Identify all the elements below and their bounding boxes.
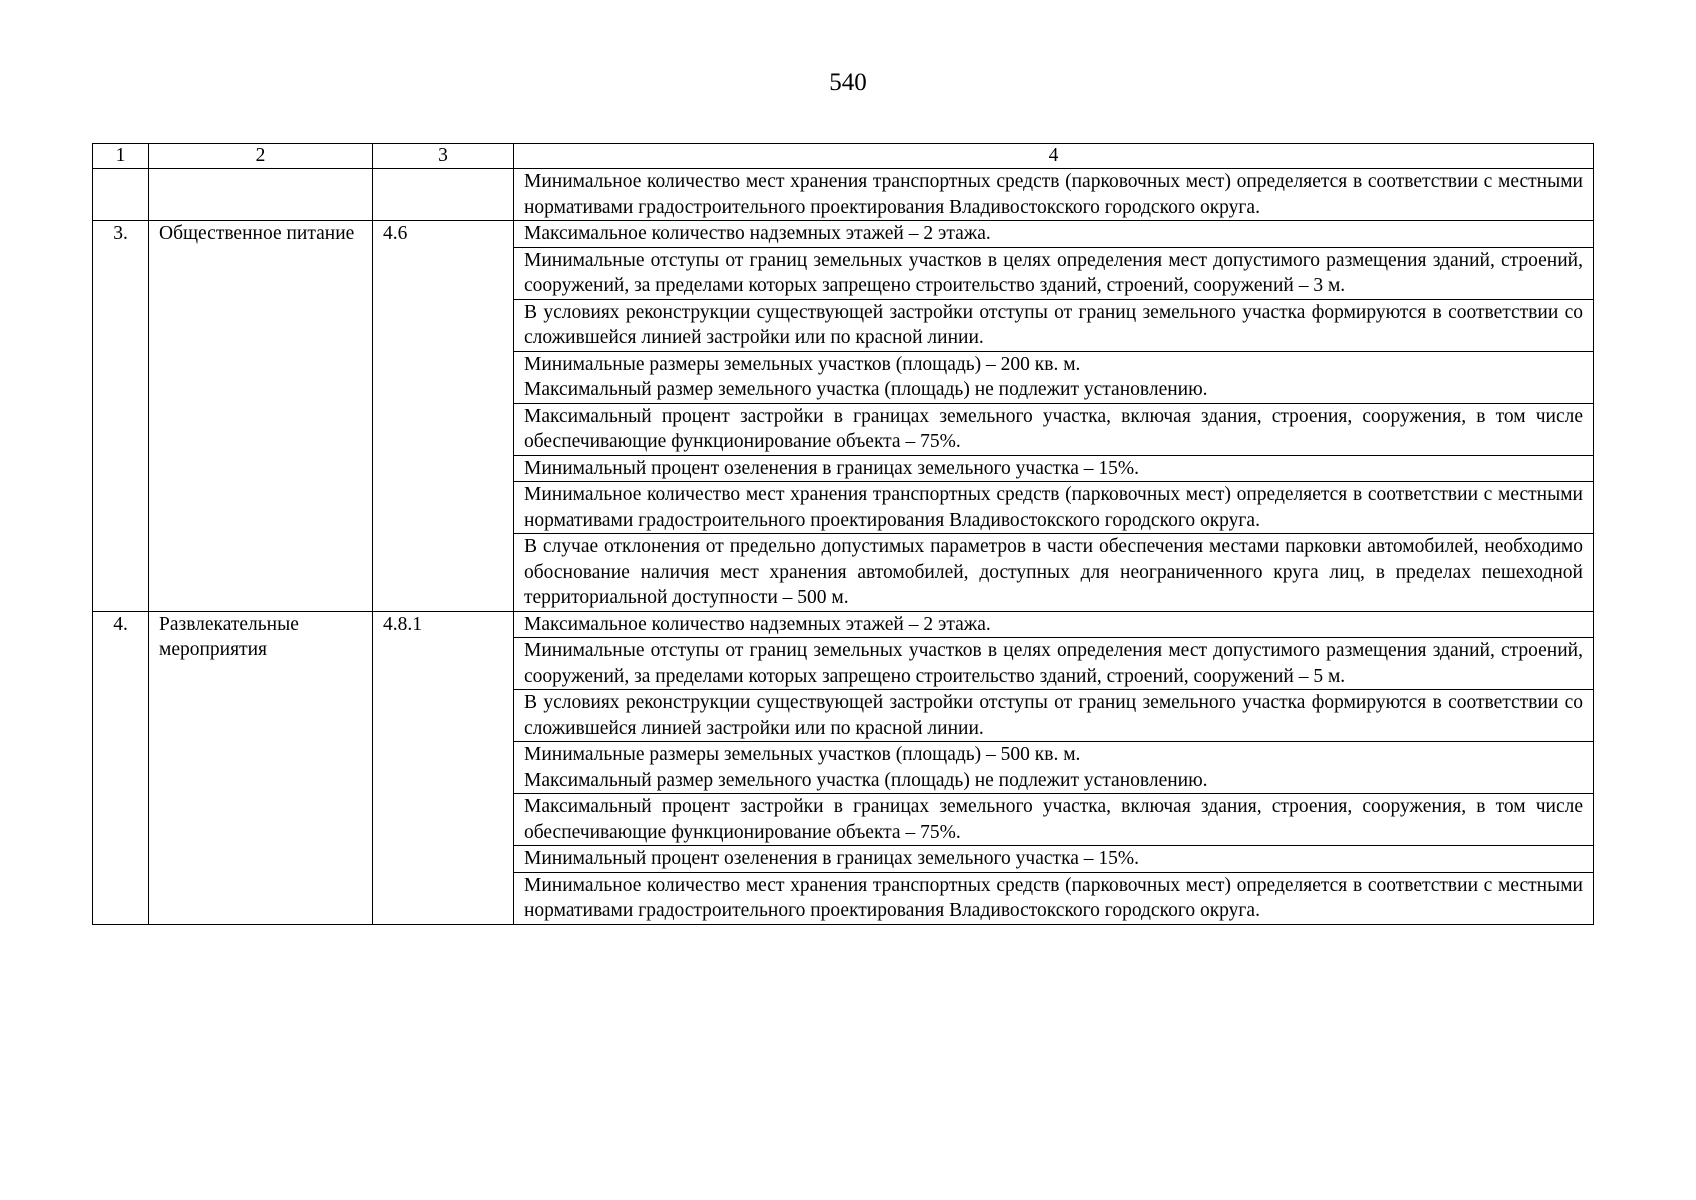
- parameter-cell: Максимальный процент застройки в границах земельного участка, включая здания, строения, сооружения, в том числе обеспечивающие функционирование объекта – 75%.: [514, 403, 1594, 455]
- use-name-cell: Развлекательные мероприятия: [149, 611, 373, 924]
- number-cell: [93, 169, 149, 221]
- parameter-cell: Минимальный процент озеленения в границах земельного участка – 15%.: [514, 846, 1594, 873]
- regulations-table: [92, 143, 1594, 925]
- parameter-cell: Минимальные размеры земельных участков (площадь) – 500 кв. м. Максимальный размер земельного участка (площадь) не подлежит установлению.: [514, 742, 1594, 794]
- parameter-cell: Минимальное количество мест хранения транспортных средств (парковочных мест) определяется в соответствии с местными нормативами градостроительного проектирования Владивостокского городского округа.: [514, 169, 1594, 221]
- parameter-cell: Максимальное количество надземных этажей – 2 этажа.: [514, 611, 1594, 638]
- use-code-cell: 4.8.1: [373, 611, 514, 924]
- parameter-cell: Максимальное количество надземных этажей – 2 этажа.: [514, 221, 1594, 248]
- header-cell-2: 2: [149, 144, 373, 169]
- table-row: [93, 611, 1594, 638]
- parameter-cell: Минимальное количество мест хранения транспортных средств (парковочных мест) определяется в соответствии с местными нормативами градостроительного проектирования Владивостокского городского округа.: [514, 872, 1594, 924]
- table-row: [93, 221, 1594, 248]
- parameter-cell: Минимальные отступы от границ земельных участков в целях определения мест допустимого размещения зданий, строений, сооружений, за пределами которых запрещено строительство зданий, строений, сооружений – 3 м.: [514, 247, 1594, 299]
- parameter-cell: Минимальное количество мест хранения транспортных средств (парковочных мест) определяется в соответствии с местными нормативами градостроительного проектирования Владивостокского городского округа.: [514, 482, 1594, 534]
- parameter-cell: Минимальные отступы от границ земельных участков в целях определения мест допустимого размещения зданий, строений, сооружений, за пределами которых запрещено строительство зданий, строений, сооружений – 5 м.: [514, 638, 1594, 690]
- table-body: [93, 144, 1594, 925]
- use-code-cell: 4.6: [373, 221, 514, 612]
- header-cell-4: 4: [514, 144, 1594, 169]
- number-cell: 4.: [93, 611, 149, 924]
- parameter-cell: Минимальный процент озеленения в границах земельного участка – 15%.: [514, 455, 1594, 482]
- parameter-cell: Максимальный процент застройки в границах земельного участка, включая здания, строения, сооружения, в том числе обеспечивающие функционирование объекта – 75%.: [514, 794, 1594, 846]
- use-name-cell: Общественное питание: [149, 221, 373, 612]
- parameter-cell: В условиях реконструкции существующей застройки отступы от границ земельного участка формируются в соответствии со сложившейся линией застройки или по красной линии.: [514, 299, 1594, 351]
- table-header-row: [93, 144, 1594, 169]
- parameter-cell: Минимальные размеры земельных участков (площадь) – 200 кв. м. Максимальный размер земельного участка (площадь) не подлежит установлению.: [514, 351, 1594, 403]
- header-cell-3: 3: [373, 144, 514, 169]
- number-cell: 3.: [93, 221, 149, 612]
- table-row: [93, 169, 1594, 221]
- page-number: 540: [829, 69, 867, 96]
- parameter-cell: В случае отклонения от предельно допустимых параметров в части обеспечения местами парковки автомобилей, необходимо обоснование наличия мест хранения автомобилей, доступных для неограниченного круга лиц, в пределах пешеходной территориальной доступности – 500 м.: [514, 534, 1594, 612]
- parameter-cell: В условиях реконструкции существующей застройки отступы от границ земельного участка формируются в соответствии со сложившейся линией застройки или по красной линии.: [514, 690, 1594, 742]
- header-cell-1: 1: [93, 144, 149, 169]
- use-code-cell: [373, 169, 514, 221]
- use-name-cell: [149, 169, 373, 221]
